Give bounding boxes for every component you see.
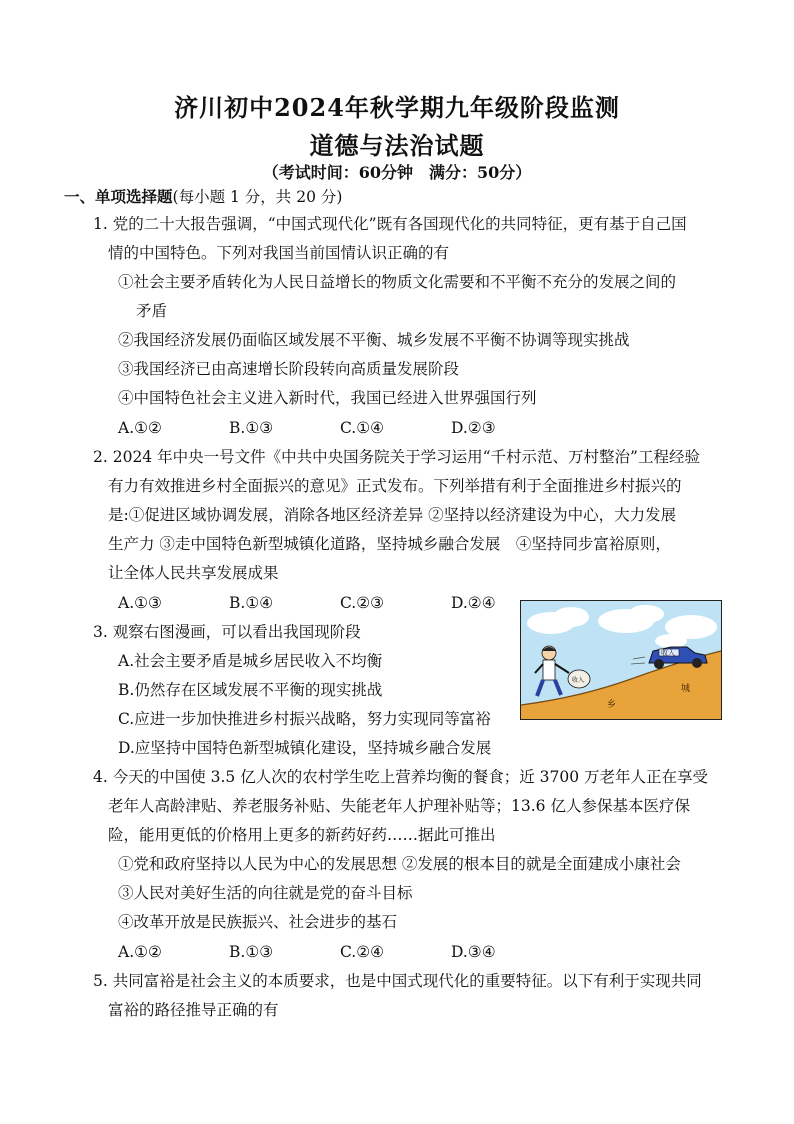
cartoon-illustration: [520, 600, 722, 720]
question-line: 情的中国特色。下列对我国当前国情认识正确的有: [108, 244, 450, 262]
option-line-d[interactable]: D.应坚持中国特色新型城镇化建设，坚持城乡融合发展: [118, 739, 492, 757]
question-line: 1. 党的二十大报告强调，“中国式现代化”既有各国现代化的共同特征，更有基于自己国: [93, 215, 687, 233]
option-d[interactable]: D.②③: [451, 419, 496, 437]
question-line: 险，能用更低的价格用上更多的新药好药……据此可推出: [108, 826, 496, 844]
question-line: 是:①促进区域协调发展，消除各地区经济差异 ②坚持以经济建设为中心，大力发展: [108, 506, 677, 524]
question-line: 有力有效推进乡村全面振兴的意见》正式发布。下列举措有利于全面推进乡村振兴的: [108, 477, 682, 495]
section-note: (每小题 1 分，共 20 分): [172, 188, 343, 206]
answer-options: [118, 941, 538, 963]
question-line: 富裕的路径推导正确的有: [108, 1001, 279, 1019]
slope-label-countryside: 乡: [607, 700, 617, 710]
statement-line: ③人民对美好生活的向往就是党的奋斗目标: [118, 884, 413, 902]
option-a[interactable]: A.①②: [118, 943, 162, 961]
statement-line: ④中国特色社会主义进入新时代，我国已经进入世界强国行列: [118, 389, 537, 407]
question-line: 让全体人民共享发展成果: [108, 564, 279, 582]
question-line: 老年人高龄津贴、养老服务补贴、失能老年人护理补贴等；13.6 亿人参保基本医疗保: [108, 797, 690, 815]
statement-line: ①社会主要矛盾转化为人民日益增长的物质文化需要和不平衡不充分的发展之间的: [118, 273, 677, 291]
slope-label-city: 城: [681, 684, 691, 694]
statement-line: ②我国经济发展仍面临区域发展不平衡、城乡发展不平衡不协调等现实挑战: [118, 331, 630, 349]
answer-options: [118, 417, 618, 439]
question-line: 4. 今天的中国使 3.5 亿人次的农村学生吃上营养均衡的餐食；近 3700 万老年人正在享受: [93, 768, 709, 786]
option-d[interactable]: D.③④: [451, 943, 496, 961]
question-line: 2. 2024 年中央一号文件《中共中央国务院关于学习运用“千村示范、万村整治”工程经验: [93, 448, 700, 466]
option-c[interactable]: C.②③: [340, 594, 385, 612]
option-a[interactable]: A.①②: [118, 419, 162, 437]
exam-title: 济川初中2024年秋学期九年级阶段监测: [174, 93, 620, 122]
bag-label: 收入: [572, 677, 585, 684]
statement-line: ③我国经济已由高速增长阶段转向高质量发展阶段: [118, 360, 460, 378]
option-c[interactable]: C.①④: [340, 419, 385, 437]
option-a[interactable]: A.①③: [118, 594, 162, 612]
section-title: 一、单项选择题: [64, 187, 173, 206]
statement-line: ①党和政府坚持以人民为中心的发展思想 ②发展的根本目的就是全面建成小康社会: [118, 855, 681, 873]
option-line-c[interactable]: C.应进一步加快推进乡村振兴战略，努力实现同等富裕: [118, 710, 491, 728]
exam-subject: 道德与法治试题: [309, 131, 485, 160]
cartoon-svg: [521, 601, 721, 719]
car-label: 收入: [661, 649, 675, 657]
answer-options: [118, 592, 538, 614]
option-b[interactable]: B.①③: [229, 419, 274, 437]
question-line: 3. 观察右图漫画，可以看出我国现阶段: [93, 623, 361, 641]
option-b[interactable]: B.①③: [229, 943, 274, 961]
exam-info: （考试时间：60分钟 满分：50分）: [262, 163, 532, 182]
option-line-b[interactable]: B.仍然存在区域发展不平衡的现实挑战: [118, 681, 383, 699]
option-b[interactable]: B.①④: [229, 594, 274, 612]
option-d[interactable]: D.②④: [451, 594, 496, 612]
money-bag-icon: [568, 670, 590, 688]
option-c[interactable]: C.②④: [340, 943, 385, 961]
question-line: 生产力 ③走中国特色新型城镇化道路，坚持城乡融合发展 ④坚持同步富裕原则，: [108, 535, 671, 553]
question-line: 5. 共同富裕是社会主义的本质要求，也是中国式现代化的重要特征。以下有利于实现共同: [93, 972, 702, 990]
option-line-a[interactable]: A.社会主要矛盾是城乡居民收入不均衡: [118, 652, 383, 670]
section-heading: [64, 186, 342, 208]
statement-line: ④改革开放是民族振兴、社会进步的基石: [118, 913, 398, 931]
statement-line: 矛盾: [136, 302, 168, 320]
